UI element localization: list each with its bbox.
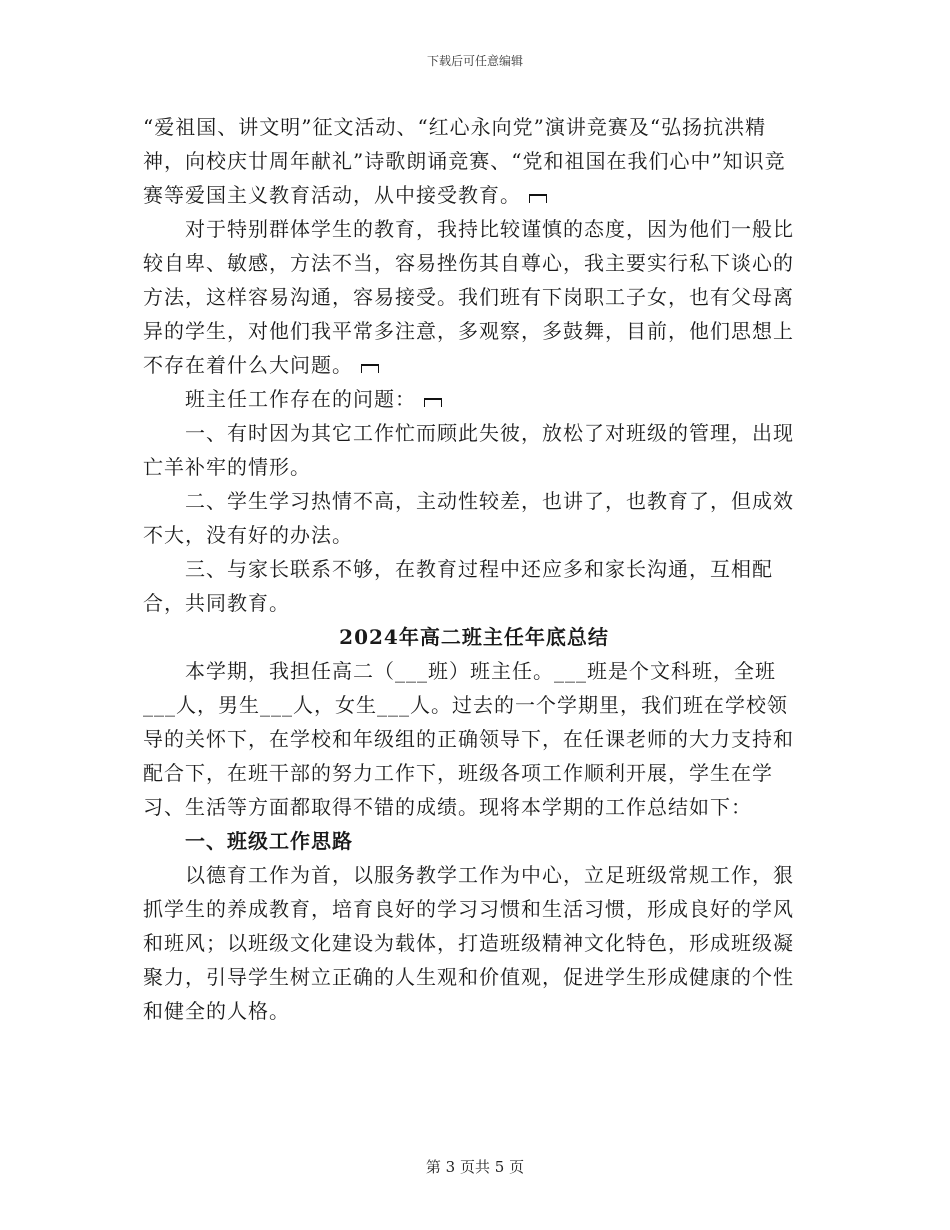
document-body (143, 110, 805, 1028)
paragraph (143, 212, 805, 382)
page-footer: 第 3 页共 5 页 (425, 1158, 525, 1176)
paragraph-text: 班主任工作存在的问题： (185, 387, 416, 411)
section-title: 2024年高二班主任年底总结 (339, 625, 609, 649)
paragraph-mark-icon (529, 194, 547, 203)
paragraph: 以德育工作为首，以服务教学工作为中心，立足班级常规工作，狠抓学生的养成教育，培育良好的学习习惯和生活习惯，形成良好的学风和班风；以班级文化建设为载体，打造班级精神文化特色，形成班级凝聚力，引导学生树立正确的人生观和价值观，促进学生形成健康的个性和健全的人格。 (143, 863, 794, 1023)
paragraph: 本学期，我担任高二（___班）班主任。___班是个文科班，全班___人，男生___人，女生___人。过去的一个学期里，我们班在学校领导的关怀下，在学校和年级组的正确领导下，在任课老师的大力支持和配合下，在班干部的努力工作下，班级各项工作顺利开展，学生在学习、生活等方面都取得不错的成绩。现将本学期的工作总结如下： (143, 659, 794, 819)
paragraph (143, 382, 805, 416)
paragraph: 一、有时因为其它工作忙而顾此失彼，放松了对班级的管理，出现亡羊补牢的情形。 (143, 421, 794, 479)
paragraph-mark-icon (424, 398, 442, 407)
paragraph (143, 110, 805, 212)
paragraph: 二、学生学习热情不高，主动性较差，也讲了，也教育了，但成效不大，没有好的办法。 (143, 489, 794, 547)
section-heading: 一、班级工作思路 (185, 829, 353, 853)
page-header: 下载后可任意编辑 (426, 54, 523, 68)
paragraph: 三、与家长联系不够，在教育过程中还应多和家长沟通，互相配合，共同教育。 (143, 557, 773, 615)
paragraph-mark-icon (361, 364, 379, 373)
paragraph-text: “爱祖国、讲文明”征文活动、“红心永向党”演讲竞赛及“弘扬抗洪精神，向校庆廿周年献礼”诗歌朗诵竞赛、“党和祖国在我们心中”知识竞赛等爱国主义教育活动，从中接受教育。 (143, 115, 786, 207)
paragraph-text: 对于特别群体学生的教育，我持比较谨慎的态度，因为他们一般比较自卑、敏感，方法不当，容易挫伤其自尊心，我主要实行私下谈心的方法，这样容易沟通，容易接受。我们班有下岗职工子女，也有父母离异的学生，对他们我平常多注意，多观察，多鼓舞，目前，他们思想上不存在着什么大问题。 (143, 217, 794, 377)
